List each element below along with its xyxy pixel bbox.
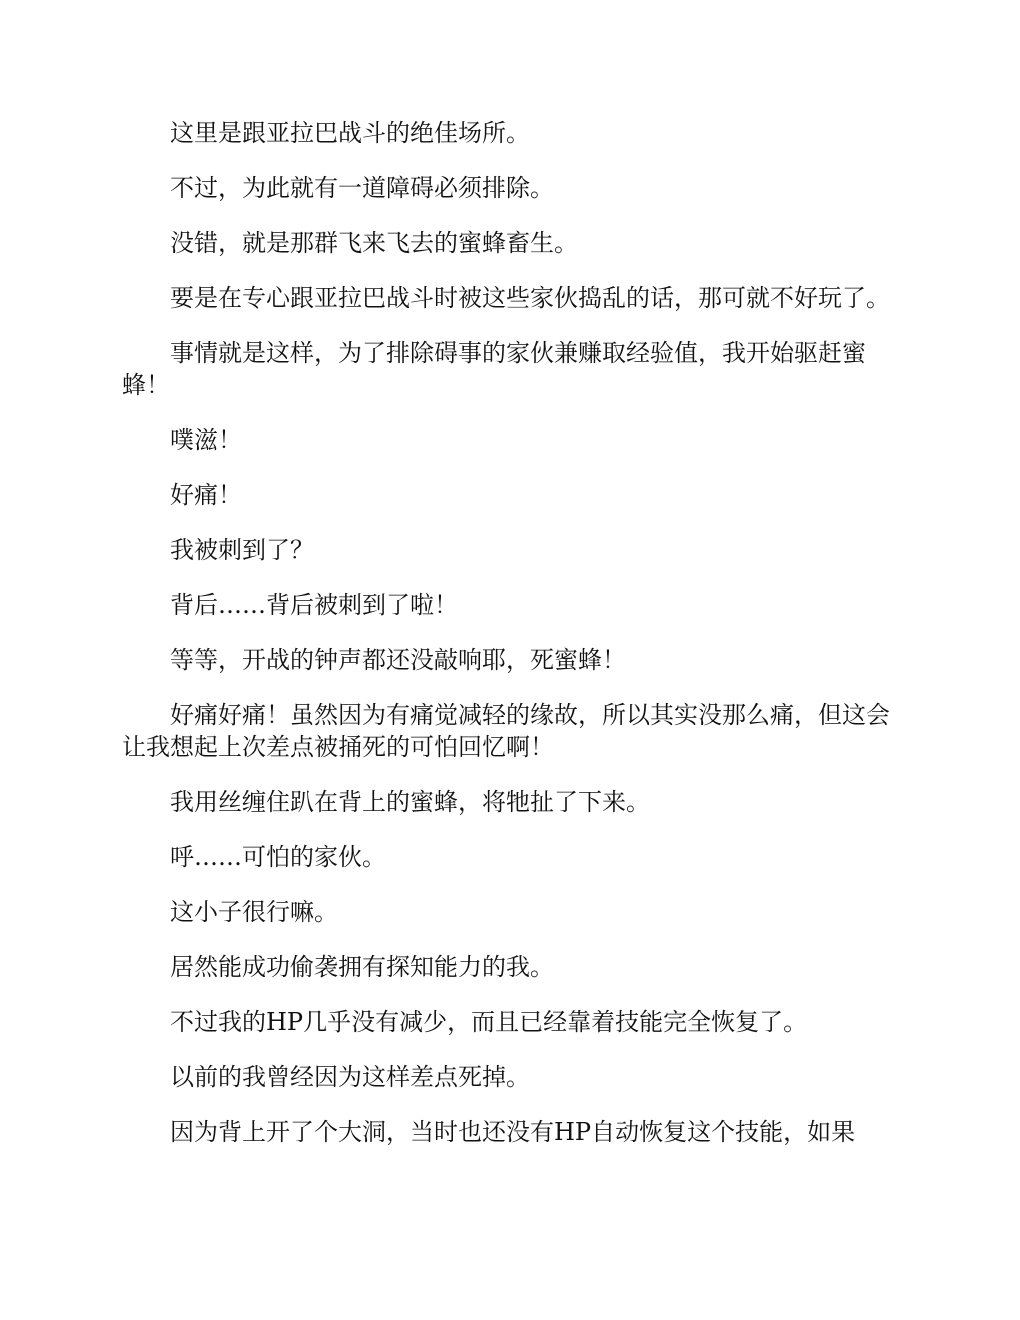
paragraph: 呼……可怕的家伙。 xyxy=(170,843,386,871)
paragraph: 因为背上开了个大洞，当时也还没有HP自动恢复这个技能，如果 xyxy=(170,1118,856,1146)
paragraph: 我用丝缠住趴在背上的蜜蜂，将牠扯了下来。 xyxy=(170,788,650,816)
paragraph: 好痛！ xyxy=(170,481,242,509)
document-body xyxy=(122,117,902,1171)
paragraph: 这小子很行嘛。 xyxy=(170,898,338,926)
paragraph: 没错，就是那群飞来飞去的蜜蜂畜生。 xyxy=(170,229,578,257)
paragraph: 事情就是这样，为了排除碍事的家伙兼赚取经验值，我开始驱赶蜜蜂！ xyxy=(122,339,866,399)
paragraph: 不过，为此就有一道障碍必须排除。 xyxy=(170,174,554,202)
paragraph: 不过我的HP几乎没有减少，而且已经靠着技能完全恢复了。 xyxy=(170,1008,808,1036)
paragraph: 噗滋！ xyxy=(170,426,242,454)
paragraph: 我被刺到了？ xyxy=(170,536,314,564)
paragraph: 好痛好痛！虽然因为有痛觉减轻的缘故，所以其实没那么痛，但这会让我想起上次差点被捅死的可怕回忆啊！ xyxy=(122,701,890,761)
paragraph: 居然能成功偷袭拥有探知能力的我。 xyxy=(170,953,554,981)
paragraph: 背后……背后被刺到了啦！ xyxy=(170,591,458,619)
paragraph: 这里是跟亚拉巴战斗的绝佳场所。 xyxy=(170,119,530,147)
paragraph: 要是在专心跟亚拉巴战斗时被这些家伙捣乱的话，那可就不好玩了。 xyxy=(170,284,890,312)
paragraph: 以前的我曾经因为这样差点死掉。 xyxy=(170,1063,530,1091)
paragraph: 等等，开战的钟声都还没敲响耶，死蜜蜂！ xyxy=(170,646,626,674)
